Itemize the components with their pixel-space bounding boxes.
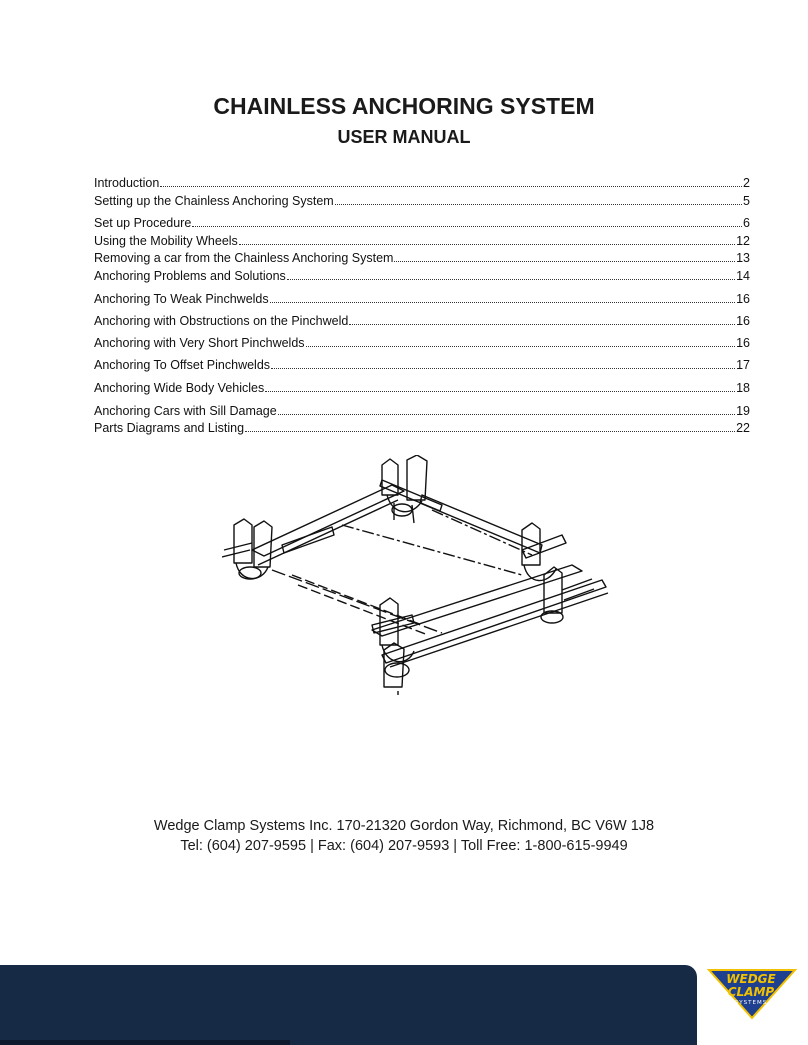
toc-entry[interactable] [94,335,750,351]
toc-entry[interactable] [94,215,750,231]
footer-band [0,965,697,1045]
logo-trademark: TM [787,988,793,993]
toc-entry-label: Introduction [94,176,160,190]
toc-entry[interactable] [94,193,750,209]
toc-entry-page: 13 [736,251,750,265]
toc-entry-page: 19 [736,404,750,418]
toc-leader [335,193,742,205]
toc-entry[interactable] [94,380,750,396]
document-title: CHAINLESS ANCHORING SYSTEM [213,93,595,119]
frame-rails [252,485,608,667]
toc-entry-label: Anchoring with Very Short Pinchwelds [94,336,305,350]
toc-leader [160,175,742,187]
toc-entry[interactable] [94,175,750,191]
toc-entry-label: Anchoring Wide Body Vehicles [94,381,265,395]
toc-entry-label: Set up Procedure [94,216,192,230]
toc-entry-label: Anchoring Cars with Sill Damage [94,404,277,418]
toc-leader [349,313,735,325]
toc-leader [270,291,735,303]
toc-entry-label: Anchoring Problems and Solutions [94,269,286,283]
logo-text-line2: CLAMP [727,985,775,999]
footer-band-strip [0,1040,290,1045]
toc-entry[interactable] [94,268,750,284]
toc-entry-page: 16 [736,336,750,350]
toc-entry-page: 16 [736,292,750,306]
logo-text-line3: SYSTEMS [734,1000,768,1006]
toc-entry-page: 6 [743,216,750,230]
toc-entry-page: 14 [736,269,750,283]
toc-entry[interactable] [94,420,750,436]
toc-leader [394,250,735,262]
toc-leader [265,380,735,392]
toc-leader [271,357,735,369]
toc-entry[interactable] [94,250,750,266]
toc-leader [239,233,735,245]
toc-entry-page: 12 [736,234,750,248]
toc-entry-page: 16 [736,314,750,328]
clamp-right [522,523,594,623]
toc-entry-label: Parts Diagrams and Listing [94,421,245,435]
toc-leader [287,268,735,280]
toc-leader [245,420,735,432]
toc-entry[interactable] [94,403,750,419]
toc-entry-page: 5 [743,194,750,208]
company-contact: Tel: (604) 207-9595 | Fax: (604) 207-9593 | Toll Free: 1-800-615-9949 [180,838,628,854]
toc-entry-label: Using the Mobility Wheels [94,234,238,248]
toc-entry[interactable] [94,291,750,307]
toc-entry-label: Anchoring To Weak Pinchwelds [94,292,269,306]
toc-entry[interactable] [94,233,750,249]
wedge-clamp-logo[interactable] [707,968,797,1020]
document-subtitle: USER MANUAL [337,127,471,147]
company-address: Wedge Clamp Systems Inc. 170-21320 Gordon Way, Richmond, BC V6W 1J8 [153,818,655,834]
toc-entry-page: 18 [736,381,750,395]
toc-entry-label: Setting up the Chainless Anchoring System [94,194,334,208]
toc-leader [278,403,735,415]
toc-entry-label: Removing a car from the Chainless Anchoring System [94,251,394,265]
toc-entry[interactable] [94,313,750,329]
toc-entry-page: 2 [743,176,750,190]
toc-entry-page: 22 [736,421,750,435]
toc-entry[interactable] [94,357,750,373]
toc-leader [306,335,736,347]
cross-beams [282,480,566,633]
toc-entry-label: Anchoring with Obstructions on the Pinchweld [94,314,349,328]
logo-text-line1: WEDGE [726,972,776,986]
toc-entry-page: 17 [736,358,750,372]
clamp-left [222,519,272,579]
toc-leader [192,215,742,227]
anchoring-system-illustration [222,455,612,695]
toc-entry-label: Anchoring To Offset Pinchwelds [94,358,271,372]
